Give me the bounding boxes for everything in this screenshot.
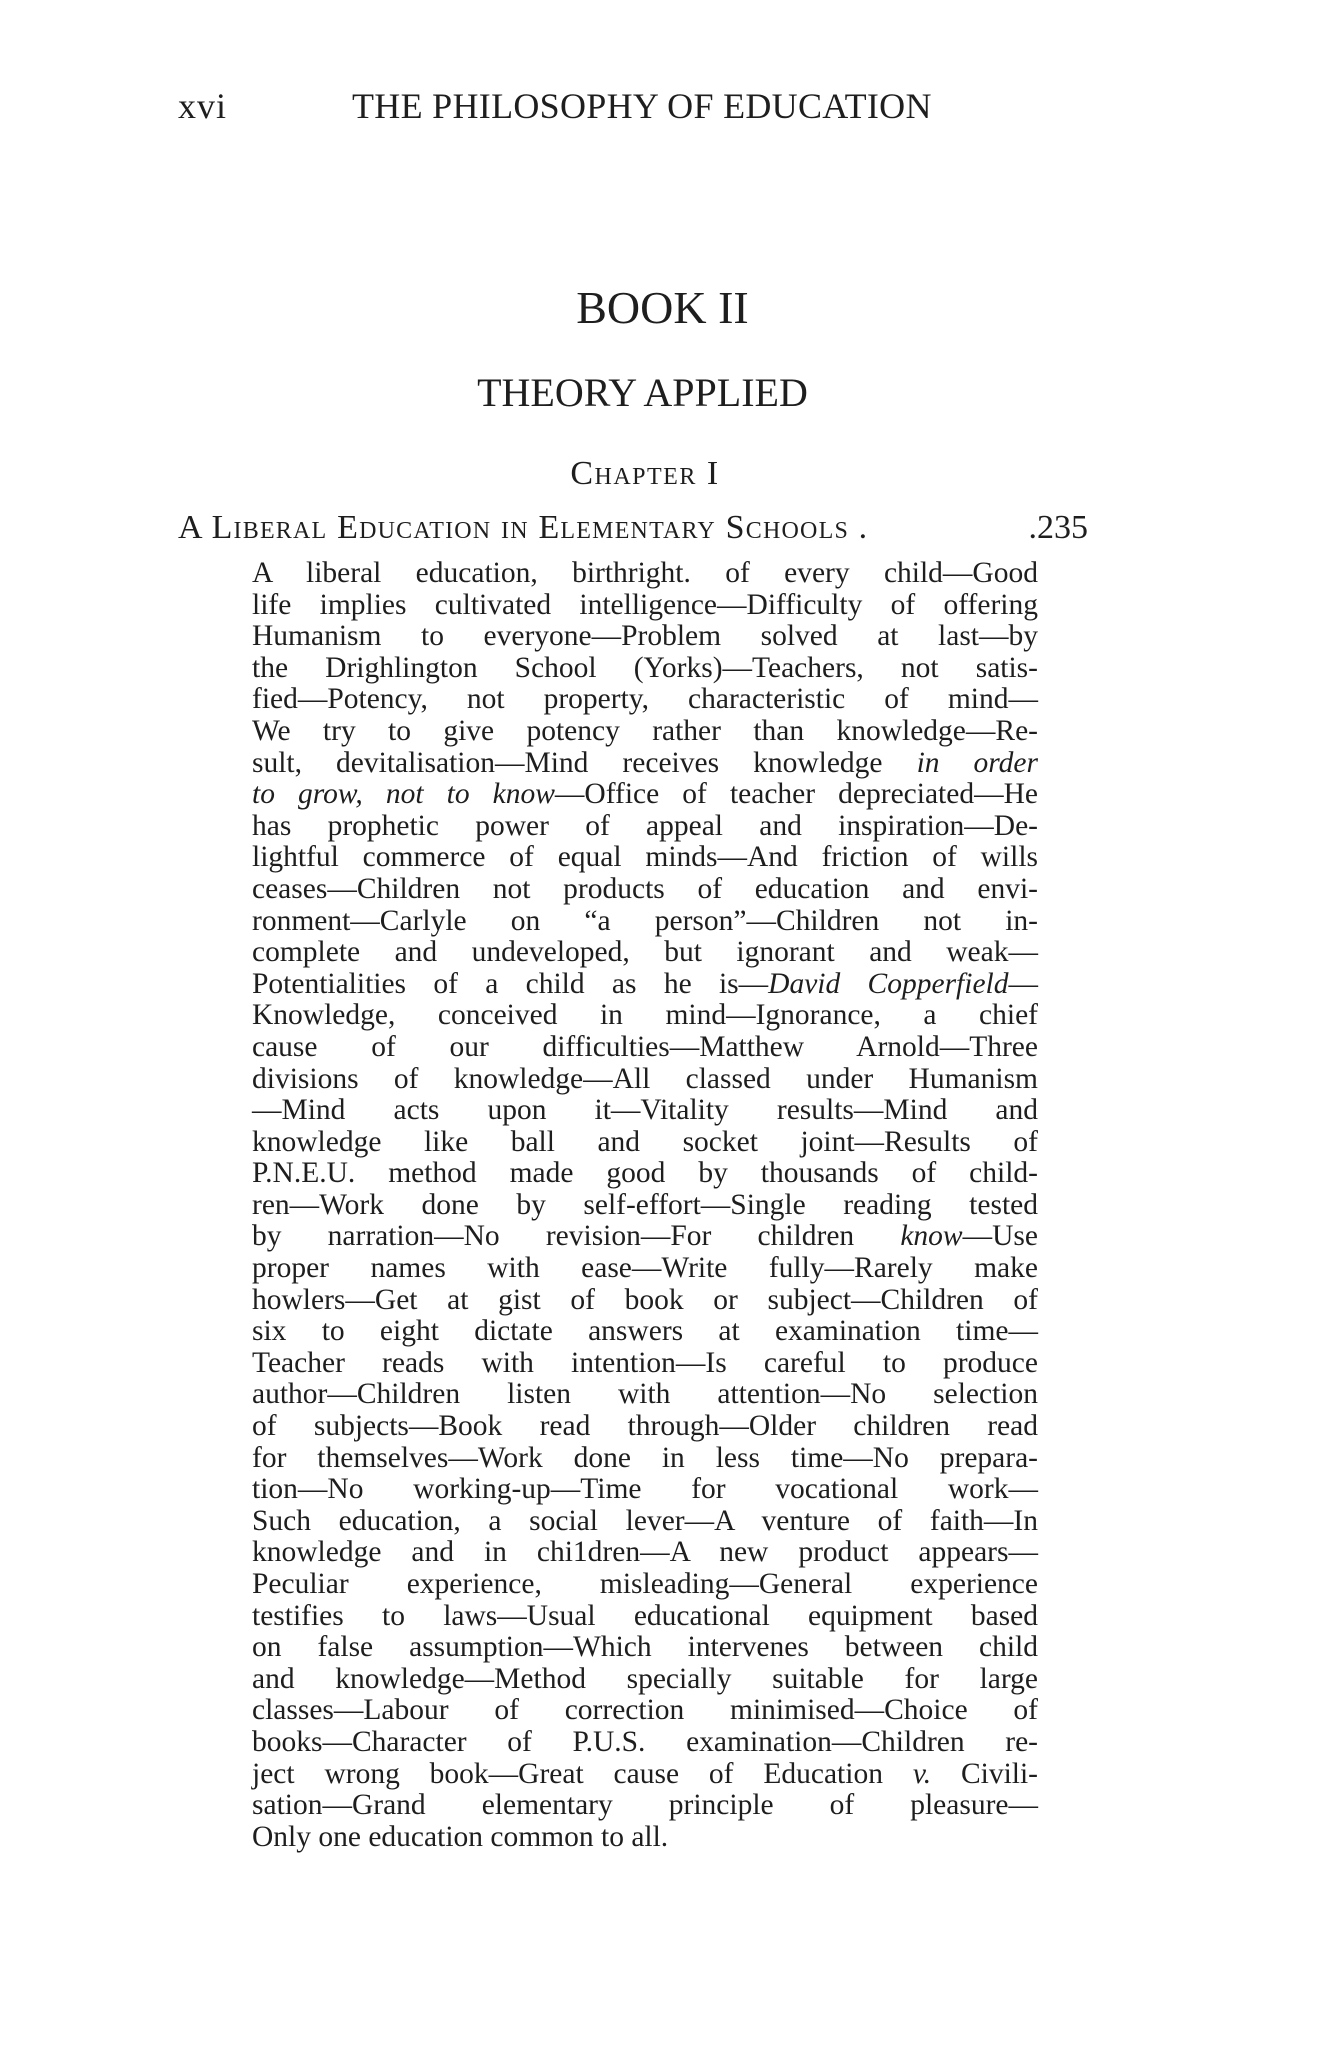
summary-text: lightful commerce of equal minds—And friction of wills [252,841,1038,874]
summary-line [252,1158,1038,1190]
summary-line [252,937,1038,969]
summary-text: proper names with ease—Write fully—Rarely make [252,1252,1038,1285]
summary-text: six to eight dictate answers at examination time— [252,1315,1038,1348]
summary-text: for themselves—Work done in less time—No prepara- [252,1441,1038,1474]
summary-text: the Drighlington School (Yorks)—Teachers, not satis- [252,651,1038,684]
summary-text: knowledge and in chi1dren—A new product appears— [252,1536,1038,1569]
summary-text: P.N.E.U. method made good by thousands of child- [252,1157,1038,1190]
summary-line [252,1506,1038,1538]
summary-text: testifies to laws—Usual educational equipment based [252,1599,1038,1632]
summary-text: Only one education common to all. [252,1820,669,1853]
summary-text: —Mind acts upon it—Vitality results—Mind and [252,1094,1038,1127]
summary-text: Civili- [931,1757,1038,1790]
summary-line [252,1253,1038,1285]
summary-text: Potentialities of a child as he is— [252,967,769,1000]
summary-line [252,1379,1038,1411]
book-subtitle: THEORY APPLIED [477,370,808,415]
summary-line [252,1474,1038,1506]
summary-text: A liberal education, birthright. of every child—Good [252,557,1038,589]
summary-line [252,1537,1038,1569]
summary-italic-text: v. [912,1757,932,1790]
chapter-title-row [178,506,1088,552]
summary-text: Humanism to everyone—Problem solved at last—by [252,620,1038,653]
summary-line [252,748,1038,780]
summary-text: — [1008,967,1038,1000]
summary-line [252,1285,1038,1317]
chapter-title: A Liberal Education in Elementary Schools . [178,509,869,546]
summary-line [252,1790,1038,1822]
summary-text: life implies cultivated intelligence—Difficulty of offering [252,588,1038,621]
summary-line [252,716,1038,748]
summary-text: ren—Work done by self-effort—Single reading tested [252,1188,1038,1221]
summary-line [252,1632,1038,1664]
summary-text: ceases—Children not products of education and envi- [252,872,1038,905]
summary-line [252,1443,1038,1475]
summary-line [252,779,1038,811]
summary-line [252,1759,1038,1791]
summary-line [252,1727,1038,1759]
summary-text: sation—Grand elementary principle of pleasure— [252,1789,1038,1822]
summary-italic-text: to grow, not to know [252,778,555,811]
summary-line [252,558,1038,590]
summary-line [252,653,1038,685]
summary-line [252,1316,1038,1348]
summary-text: of subjects—Book read through—Older children read [252,1410,1038,1443]
summary-line [252,621,1038,653]
summary-line [252,969,1038,1001]
chapter-page-number: .235 [1028,509,1088,546]
summary-line [252,684,1038,716]
summary-line [252,1095,1038,1127]
running-head: THE PHILOSOPHY OF EDUCATION [352,86,932,126]
summary-text: ject wrong book—Great cause of Education [252,1757,913,1790]
chapter-summary [252,558,1038,1853]
summary-line [252,1221,1038,1253]
summary-text: howlers—Get at gist of book or subject—Children of [252,1283,1038,1316]
summary-line [252,1348,1038,1380]
summary-line [252,842,1038,874]
summary-text: Peculiar experience, misleading—General experience [252,1568,1038,1600]
summary-text: Teacher reads with intention—Is careful to produce [252,1346,1038,1379]
summary-line [252,1000,1038,1032]
summary-line [252,1695,1038,1727]
summary-text: We try to give potency rather than knowledge—Re- [252,714,1038,747]
summary-line [252,811,1038,843]
summary-text: —Office of teacher depreciated—He [554,778,1038,811]
book-title: BOOK II [576,282,749,333]
summary-italic-text: David Copperfield [768,967,1009,1000]
summary-line [252,1569,1038,1601]
summary-text: books—Character of P.U.S. examination—Children re- [252,1725,1038,1758]
summary-text: on false assumption—Which intervenes between child [252,1631,1038,1664]
summary-text: knowledge like ball and socket joint—Results of [252,1125,1038,1158]
summary-text: —Use [962,1220,1038,1253]
summary-italic-text: in order [916,746,1039,779]
summary-text: complete and undeveloped, but ignorant and weak— [252,936,1038,969]
summary-text: classes—Labour of correction minimised—Choice of [252,1694,1038,1727]
summary-line [252,874,1038,906]
summary-line [252,1032,1038,1064]
chapter-label: Chapter I [570,455,720,492]
summary-line [252,590,1038,622]
summary-text: and knowledge—Method specially suitable for large [252,1662,1038,1695]
summary-line [252,906,1038,938]
summary-text: by narration—No revision—For children [252,1220,901,1253]
summary-text: ronment—Carlyle on “a person”—Children not in- [252,904,1038,937]
summary-line [252,1127,1038,1159]
summary-text: tion—No working-up—Time for vocational work— [252,1473,1038,1506]
summary-text: author—Children listen with attention—No selection [252,1378,1038,1411]
summary-italic-text: know [900,1220,963,1253]
summary-line [252,1190,1038,1222]
summary-text: sult, devitalisation—Mind receives knowledge [252,746,917,779]
summary-text: fied—Potency, not property, characteristic of mind— [252,683,1038,716]
summary-text: has prophetic power of appeal and inspiration—De- [252,809,1038,842]
summary-text: Knowledge, conceived in mind—Ignorance, a chief [252,999,1038,1032]
page-number: xvi [178,86,228,126]
summary-text: cause of our difficulties—Matthew Arnold—Three [252,1030,1038,1063]
summary-text: divisions of knowledge—All classed under Humanism [252,1062,1038,1095]
summary-line [252,1411,1038,1443]
summary-text: Such education, a social lever—A venture of faith—In [252,1504,1038,1537]
summary-line [252,1822,1038,1854]
summary-line [252,1064,1038,1096]
summary-line [252,1664,1038,1696]
summary-line [252,1601,1038,1633]
